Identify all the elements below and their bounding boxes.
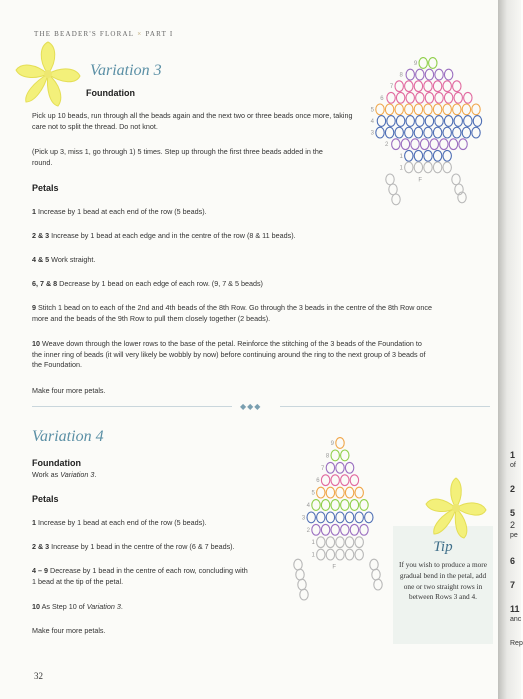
spine-label: Rep: [510, 640, 523, 647]
bead: [317, 537, 325, 548]
bead: [396, 116, 404, 127]
bead: [326, 549, 334, 560]
bead: [405, 127, 413, 138]
bead: [462, 104, 470, 115]
bead: [377, 116, 385, 127]
bead: [345, 487, 353, 498]
bead: [419, 58, 427, 69]
step-item: [32, 518, 282, 529]
bead: [307, 512, 315, 523]
bead: [443, 150, 451, 161]
bead: [424, 81, 432, 92]
bead: [300, 589, 308, 600]
bead: [317, 549, 325, 560]
bead: [424, 150, 432, 161]
bead: [443, 104, 451, 115]
bead: [443, 81, 451, 92]
step-text: Decrease by 1 bead in the centre of each row, concluding with 1 bead at the tip of the petal.: [32, 566, 248, 586]
bead: [370, 559, 378, 570]
bead: [321, 500, 329, 511]
bead: [392, 139, 400, 150]
row-label: 5: [370, 107, 374, 114]
yellow-flower-icon: [8, 40, 88, 110]
bead: [472, 104, 480, 115]
bead: [345, 537, 353, 548]
step-number: 4 – 9: [32, 566, 48, 575]
bead: [296, 569, 304, 580]
bead: [385, 127, 393, 138]
step-number: 4 & 5: [32, 255, 50, 264]
row-label: 1: [311, 540, 315, 547]
step-text: Stitch 1 bead on to each of the 2nd and 4th beads of the 8th Row. Go through the 3 beads in the centre of the 8th Row once more and the beads of the 9th Row to pull them closely together (2 beads).: [32, 303, 432, 323]
page-number: 32: [34, 671, 43, 681]
row-label: 4: [370, 119, 374, 125]
note-text: .: [94, 470, 97, 479]
row-label: 1: [399, 153, 403, 160]
step-number: 10: [32, 602, 40, 611]
facing-page-edge: [498, 0, 521, 699]
row-label: 2: [385, 142, 389, 149]
bead: [326, 462, 334, 473]
step-item: [32, 303, 432, 324]
step-item: [32, 255, 362, 266]
bead: [435, 69, 443, 80]
bead: [387, 116, 395, 127]
bead: [336, 512, 344, 523]
bead: [433, 104, 441, 115]
bead: [312, 524, 320, 535]
bead: [331, 475, 339, 486]
bead: [331, 524, 339, 535]
bead: [336, 487, 344, 498]
bead: [386, 174, 394, 185]
bead: [396, 92, 404, 103]
bead-diagram-variation-3: [360, 55, 495, 235]
spine-label: 1: [510, 450, 516, 460]
bead: [424, 162, 432, 173]
step-number: 2 & 3: [32, 542, 50, 551]
bead: [405, 81, 413, 92]
variation-4-title: Variation 4: [32, 428, 104, 445]
bead: [430, 139, 438, 150]
row-label: 1: [311, 552, 315, 559]
closing-note: Make four more petals.: [32, 626, 106, 635]
bead: [444, 116, 452, 127]
yellow-flower-icon: [420, 476, 492, 540]
row-label: 2: [306, 527, 310, 534]
row-label: 6: [380, 95, 384, 102]
bead: [345, 462, 353, 473]
step-text: Increase by 1 bead at each end of the row (5 beads).: [36, 518, 207, 527]
step-text: .: [120, 602, 123, 611]
row-label: 8: [325, 453, 330, 460]
closing-note: Make four more petals.: [32, 386, 106, 395]
step-number: 10: [32, 339, 40, 348]
bead: [425, 92, 433, 103]
spine-label: 6: [510, 556, 516, 566]
tip-title: Tip: [433, 539, 453, 555]
petals-heading: Petals: [32, 494, 59, 504]
bead: [462, 127, 470, 138]
step-reference: Variation 3: [86, 602, 121, 611]
step-number: 6, 7 & 8: [32, 279, 58, 288]
bead: [389, 184, 397, 195]
bead: [453, 81, 461, 92]
bead: [336, 462, 344, 473]
bead: [464, 92, 472, 103]
bead: [433, 150, 441, 161]
bead: [336, 537, 344, 548]
row-label: F: [332, 564, 336, 571]
bead: [435, 116, 443, 127]
foundation-heading: Foundation: [86, 88, 135, 98]
bead: [414, 127, 422, 138]
bead: [372, 569, 380, 580]
header-separator: ×: [137, 30, 143, 38]
spine-label: pe: [510, 532, 518, 539]
bead: [420, 139, 428, 150]
bead: [411, 139, 419, 150]
row-label: 9: [330, 441, 334, 447]
ornament-divider: ◆◆◆: [240, 402, 262, 411]
bead: [443, 162, 451, 173]
bead: [321, 524, 329, 535]
bead: [294, 559, 302, 570]
spine-label: of: [510, 462, 516, 469]
bead: [401, 139, 409, 150]
bead: [459, 139, 467, 150]
bead: [473, 116, 481, 127]
row-label: 9: [413, 61, 418, 67]
bead: [425, 116, 433, 127]
bead: [341, 450, 349, 461]
step-item: [32, 542, 282, 553]
bead: [414, 104, 422, 115]
bead: [350, 500, 358, 511]
bead: [355, 512, 363, 523]
bead: [464, 116, 472, 127]
bead: [360, 524, 368, 535]
bead: [453, 127, 461, 138]
bead: [350, 524, 358, 535]
bead: [387, 92, 395, 103]
step-item: [32, 231, 372, 242]
step-item: [32, 602, 282, 613]
row-label: 7: [321, 465, 325, 472]
bead: [449, 139, 457, 150]
bead: [326, 512, 334, 523]
row-label: 5: [311, 490, 315, 497]
book-title: THE BEADER'S FLORAL: [34, 30, 135, 38]
bead: [317, 512, 325, 523]
row-label: 6: [316, 478, 320, 485]
step-number: 1: [32, 518, 36, 527]
bead: [350, 475, 358, 486]
bead: [454, 92, 462, 103]
bead: [395, 81, 403, 92]
bead: [317, 487, 325, 498]
spine-label: 2: [510, 520, 516, 530]
bead: [360, 500, 368, 511]
bead: [433, 81, 441, 92]
bead: [326, 537, 334, 548]
bead: [443, 127, 451, 138]
bead: [416, 92, 424, 103]
spine-label: 11: [510, 604, 520, 614]
bead: [454, 116, 462, 127]
bead: [341, 524, 349, 535]
bead: [472, 127, 480, 138]
bead: [433, 162, 441, 173]
note-text: Work as: [32, 470, 61, 479]
bead: [341, 475, 349, 486]
bead: [392, 194, 400, 205]
foundation-heading: Foundation: [32, 458, 81, 468]
bead: [414, 162, 422, 173]
bead: [341, 500, 349, 511]
step-number: 1: [32, 207, 36, 216]
bead: [385, 104, 393, 115]
bead-diagram-variation-4: [282, 435, 387, 635]
bead: [326, 487, 334, 498]
foundation-paragraph: Pick up 10 beads, run through all the beads again and the next two or three beads once more, taking care not to split the thread. Do not knot.: [32, 111, 353, 131]
spine-label: 5: [510, 508, 516, 518]
bead: [405, 104, 413, 115]
bead: [374, 579, 382, 590]
bead: [336, 438, 344, 449]
row-label: 3: [370, 130, 374, 137]
bead: [425, 69, 433, 80]
step-text: Weave down through the lower rows to the base of the petal. Reinforce the stitching of the 3 beads of the Foundation to the inner ring of beads (it will very likely be wobbly by now) before continuing around the ring to the next group of 3 beads of the Foundation.: [32, 339, 426, 369]
bead: [321, 475, 329, 486]
bead: [424, 127, 432, 138]
foundation-paragraph: (Pick up 3, miss 1, go through 1) 5 times. Step up through the first three beads added in the round.: [32, 147, 323, 167]
bead: [424, 104, 432, 115]
spine-label: 7: [510, 580, 516, 590]
bead: [444, 69, 452, 80]
bead: [365, 512, 373, 523]
step-text: Increase by 1 bead at each edge and in the centre of the row (8 & 11 beads).: [49, 231, 296, 240]
bead: [406, 92, 414, 103]
bead: [405, 162, 413, 173]
step-item: [32, 207, 362, 218]
bead: [429, 58, 437, 69]
row-label: 8: [399, 72, 403, 79]
bead: [355, 537, 363, 548]
bead: [336, 549, 344, 560]
bead: [395, 127, 403, 138]
step-text: Decrease by 1 bead on each edge of each row. (9, 7 & 5 beads): [57, 279, 263, 288]
section-divider: [280, 406, 490, 407]
bead: [452, 174, 460, 185]
bead: [345, 549, 353, 560]
bead: [406, 69, 414, 80]
step-item: [32, 279, 362, 290]
bead: [355, 487, 363, 498]
bead: [444, 92, 452, 103]
row-label: 3: [301, 515, 306, 522]
step-text: Increase by 1 bead in the centre of the row (6 & 7 beads).: [49, 542, 235, 551]
bead: [435, 92, 443, 103]
bead: [406, 116, 414, 127]
variation-3-title: Variation 3: [90, 62, 162, 79]
bead: [433, 127, 441, 138]
bead: [331, 500, 339, 511]
step-item: [32, 339, 432, 371]
tip-text: If you wish to produce a more gradual bend in the petal, add one or two straight rows in between Rows 3 and 4.: [399, 560, 487, 602]
bead: [453, 104, 461, 115]
bead: [376, 127, 384, 138]
bead: [414, 150, 422, 161]
note-reference: Variation 3: [60, 470, 95, 479]
spine-label: anc: [510, 616, 522, 623]
bead: [376, 104, 384, 115]
row-label: 7: [389, 84, 394, 91]
bead: [414, 81, 422, 92]
bead: [416, 116, 424, 127]
step-text: Work straight.: [49, 255, 96, 264]
bead: [405, 150, 413, 161]
bead: [331, 450, 339, 461]
bead: [345, 512, 353, 523]
bead: [298, 579, 306, 590]
row-label: 1: [399, 165, 403, 172]
row-label: F: [418, 177, 422, 184]
bead: [440, 139, 448, 150]
bead: [395, 104, 403, 115]
step-text: Increase by 1 bead at each end of the row (5 beads).: [36, 207, 207, 216]
bead: [312, 500, 320, 511]
step-item: [32, 566, 252, 587]
step-number: 9: [32, 303, 36, 312]
step-number: 2 & 3: [32, 231, 50, 240]
section-divider: [32, 406, 232, 407]
bead: [416, 69, 424, 80]
step-text: As Step 10 of: [40, 602, 87, 611]
row-label: 4: [306, 503, 310, 509]
running-header: [34, 30, 173, 38]
spine-label: 2: [510, 484, 516, 494]
part-label: PART I: [145, 30, 174, 38]
petals-heading: Petals: [32, 183, 59, 193]
bead: [355, 549, 363, 560]
foundation-note: [32, 470, 232, 481]
